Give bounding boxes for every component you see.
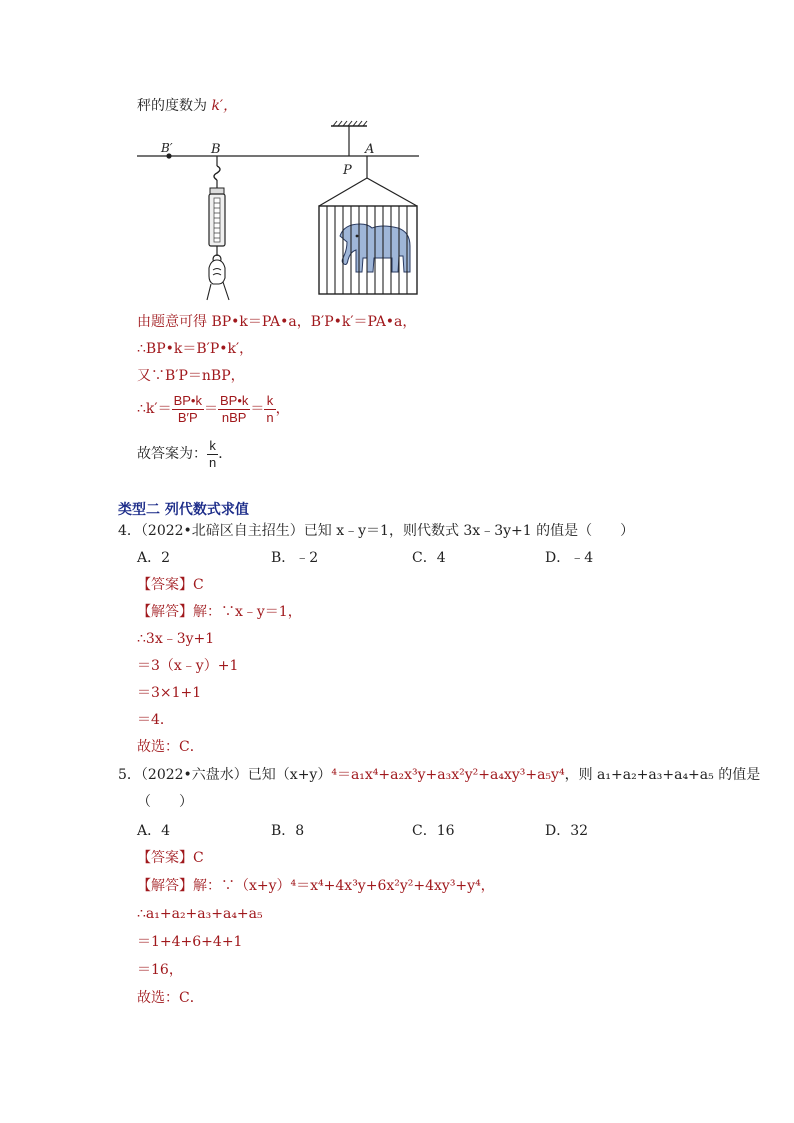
q4-option-a: A．2 bbox=[137, 550, 171, 566]
q4-option-d: D．﹣4 bbox=[545, 550, 594, 566]
q5-solution-line-2: ∴a₁+a₂+a₃+a₄+a₅ bbox=[137, 906, 263, 922]
q5-option-c: C．16 bbox=[412, 823, 455, 839]
q4-options bbox=[0, 549, 794, 567]
q5-solution-line-4: ＝16， bbox=[137, 962, 183, 978]
q5-options bbox=[0, 822, 794, 840]
q5-option-a: A．4 bbox=[137, 823, 171, 839]
q4-stem: 4．（2022•北碚区自主招生）已知 x﹣y＝1，则代数式 3x﹣3y+1 的值是（ ） bbox=[118, 523, 635, 539]
fraction-3: $\frac{k}{n}$ bbox=[266, 392, 274, 425]
derivation-line-3: 又∵B′P＝nBP， bbox=[137, 368, 245, 384]
q5-option-b: B．8 bbox=[271, 823, 305, 839]
derivation-line-1: 由题意可得 BP•k＝PA•a，B′P•k′＝PA•a， bbox=[137, 314, 417, 330]
q4-solution-line-6: 故选：C． bbox=[137, 739, 204, 755]
label-p: P bbox=[343, 163, 352, 178]
label-bprime: B′ bbox=[161, 141, 173, 155]
q5-solution-line-1: 【解答】解：∵（x+y）⁴＝x⁴+4x³y+6x²y²+4xy³+y⁴， bbox=[137, 878, 495, 894]
q5-stem-paren: （ ） bbox=[137, 794, 193, 810]
q5-solution-line-3: ＝1+4+6+4+1 bbox=[137, 934, 243, 950]
q5-stem: 5．（2022•六盘水）已知（x+y）⁴＝a₁x⁴+a₂x³y+a₃x²y²+a₄xy³+a₅y⁴，则 a₁+a₂+a₃+a₄+a₅ 的值是 bbox=[118, 767, 761, 783]
section-title: 类型二 列代数式求值 bbox=[118, 502, 249, 518]
q4-answer: 【答案】C bbox=[137, 577, 204, 593]
label-b: B bbox=[211, 142, 221, 157]
label-a: A bbox=[365, 142, 375, 157]
fraction-1: $\frac{BP•k}{B'P}$ bbox=[173, 392, 202, 425]
derivation-line-2: ∴BP•k＝B′P•k′， bbox=[137, 341, 254, 357]
derivation-line-4: ∴k′＝ $\frac{BP•k}{B'P}$ ＝ $\frac{BP•k}{\text{nBP}}$ ＝ $\frac{k}{n}$ ， bbox=[137, 392, 290, 425]
lever-diagram bbox=[135, 118, 425, 302]
answer-line: 故答案为： $\frac{k}{n}$ ． bbox=[137, 437, 233, 470]
q5-answer: 【答案】C bbox=[137, 850, 204, 866]
fraction-2: $\frac{BP•k}{\text{nBP}}$ bbox=[219, 392, 249, 425]
answer-fraction: $\frac{k}{n}$ bbox=[209, 437, 217, 470]
q4-solution-line-3: ＝3（x﹣y）+1 bbox=[137, 658, 239, 674]
q4-option-b: B．﹣2 bbox=[271, 550, 319, 566]
intro-line: 秤的度数为 k′， bbox=[137, 98, 238, 114]
q5-solution-line-5: 故选：C． bbox=[137, 990, 204, 1006]
q4-solution-line-1: 【解答】解：∵x﹣y＝1， bbox=[137, 604, 302, 620]
q4-option-c: C．4 bbox=[412, 550, 446, 566]
q4-solution-line-4: ＝3×1+1 bbox=[137, 685, 202, 701]
q5-option-d: D．32 bbox=[545, 823, 589, 839]
q4-solution-line-5: ＝4． bbox=[137, 712, 174, 728]
q4-solution-line-2: ∴3x﹣3y+1 bbox=[137, 631, 215, 647]
